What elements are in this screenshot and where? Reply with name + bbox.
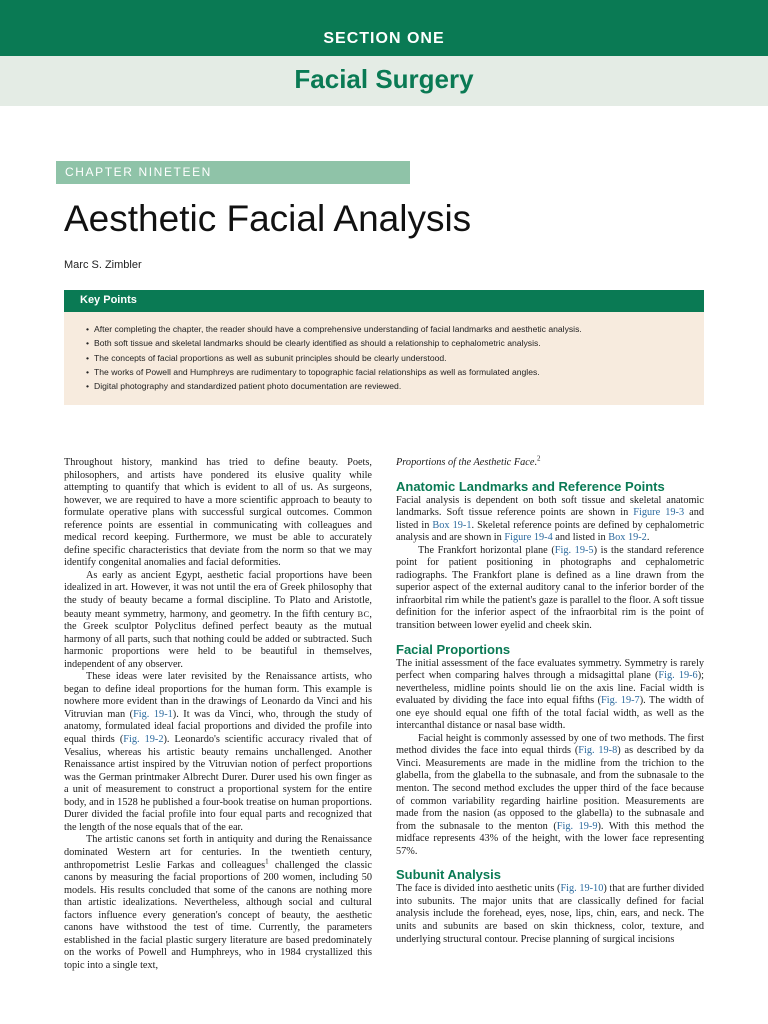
section-label: SECTION ONE <box>323 30 445 47</box>
book-title: Proportions of the Aesthetic Face <box>396 457 535 468</box>
author-name: Marc S. Zimbler <box>64 259 142 271</box>
right-column <box>396 454 705 946</box>
paragraph: The artistic canons set forth in antiquity and during the Renaissance dominated Western art for centuries. In the twentieth century, anthropometrist Leslie Farkas and colleagues$^1$ challenged the classic canons by measuring the facial proportions of 200 women, including 50 models. His results concluded that some of the canons are nothing more than artistic idealizations. Nevertheless, although social and cultural factors influence every generation's concept of beauty, the aesthetic canons have withstood the test of time. Currently, the parameters established in the facial plastic surgery literature are based predominately on the works of Powell and Humphreys, who in 1984 crystallized this topic into a single text, <box>64 834 372 971</box>
paragraph: Proportions of the Aesthetic Face.$^2$ <box>396 454 541 468</box>
paragraph: The initial assessment of the face evaluates symmetry. Symmetry is rarely perfect when comparing halves through a midsagittal plane (Fig. 19-6); nevertheless, midline points should lie on the axis line. Facial width is evaluated by dividing the face into equal fifths (Fig. 19-7). The width of one eye should equal one fifth of the total facial width, as well as the intercanthal distance or nasal base width. <box>396 657 704 732</box>
paragraph: The face is divided into aesthetic units (Fig. 19-10) that are further divided into subunits. The major units that are classically defined for facial analysis include the forehead, eyes, nose, lips, chin, ears, and neck. The units and subunits are based on skin thickness, color, texture, and underlying structural contour. Precise planning of surgical incisions <box>396 883 705 945</box>
chapter-label: CHAPTER NINETEEN <box>65 165 212 179</box>
key-points-header <box>64 290 704 312</box>
key-point-item: • The works of Powell and Humphreys are rudimentary to topographic facial relationships as well as formulated angles. <box>86 365 694 379</box>
key-point-item: • Digital photography and standardized patient photo documentation are reviewed. <box>86 379 694 393</box>
paragraph: Facial height is commonly assessed by one of two methods. The first method divides the face into equal thirds (Fig. 19-8) as described by da Vinci. Measurements are made in the midline from the trichion to the glabella, from the glabella to the subnasale, and from the subnasale to the menton. The second method excludes the upper third of the face because of common variability regarding hairline position. Measurements are made from the nasion (as opposed to the glabella) to the subnasale and from the subnasale to the menton (Fig. 19-9). With this method the midface represents 43% of the height, with the lower face representing 57%. <box>396 732 704 857</box>
figure-link[interactable]: Fig. 19-9 <box>556 820 598 832</box>
heading-anatomic-landmarks: Anatomic Landmarks and Reference Points <box>396 478 665 494</box>
figure-link[interactable]: Figure 19-4 <box>504 532 553 544</box>
figure-link[interactable]: Fig. 19-2 <box>123 734 164 746</box>
heading-facial-proportions: Facial Proportions <box>396 641 511 657</box>
heading-subunit-analysis: Subunit Analysis <box>396 867 501 883</box>
key-point-item: • Both soft tissue and skeletal landmarks should be clearly identified as should a relationship to cephalometric analysis. <box>86 336 694 350</box>
chapter-title: Aesthetic Facial Analysis <box>64 198 472 239</box>
figure-link[interactable]: Fig. 19-6 <box>658 670 698 682</box>
key-point-item: • The concepts of facial proportions as well as subunit principles should be clearly understood. <box>86 351 694 365</box>
key-points-list <box>86 322 694 393</box>
paragraph: Facial analysis is dependent on both soft tissue and skeletal anatomic landmarks. Soft tissue reference points are shown in Figure 19-3 and listed in Box 19-1. Skeletal reference points are defined by cephalometric analysis and are shown in Figure 19-4 and listed in Box 19-2. <box>396 494 704 544</box>
figure-link[interactable]: Fig. 19-10 <box>560 883 604 895</box>
key-point-item: • After completing the chapter, the reader should have a comprehensive understanding of facial landmarks and aesthetic analysis. <box>86 322 694 336</box>
figure-link[interactable]: Figure 19-3 <box>633 507 685 519</box>
box-link[interactable]: Box 19-1 <box>432 519 472 531</box>
figure-link[interactable]: Fig. 19-7 <box>601 695 640 707</box>
paragraph: As early as ancient Egypt, aesthetic facial proportions have been idealized in art. However, it was not until the era of Greek philosophy that the study of beauty became a formal discipline. To Plato and Aristotle, beauty meant symmetry, harmony, and geometry. In the fifth century BC, the Greek sculptor Polyclitus defined perfect beauty as the mutual harmony of all parts, such that nothing could be added or subtracted. Such harmonic proportions were held to be beautiful in themselves, independent of any observer. <box>64 569 372 670</box>
paragraph: Throughout history, mankind has tried to define beauty. Poets, philosophers, and artists have pondered its elusive quality while attempting to quantify that which is evident to all of us. As surgeons, however, we are required to have a more scientific approach to beauty to formulate operative plans with successful surgical outcomes. Common reference points are essential in communicating with colleagues and medical record keeping. Furthermore, we must be able to accurately define specific characteristics that deviate from the norm so that we may identify congenital anomalies and facial deformities. <box>64 457 372 569</box>
key-points-heading: Key Points <box>80 294 137 306</box>
figure-link[interactable]: Fig. 19-8 <box>578 745 618 757</box>
figure-link[interactable]: Fig. 19-5 <box>554 544 594 556</box>
citation-marker: 2 <box>537 454 541 463</box>
paragraph: The Frankfort horizontal plane (Fig. 19-5) is the standard reference point for patient positioning in photographs and cephalometric radiographs. The Frankfort plane is defined as a line drawn from the superior aspect of the external auditory canal to the inferior border of the infraorbital rim while the patient's gaze is parallel to the floor. A soft tissue definition for the inferior aspect of the infraorbital rim is the point of transition between lower eyelid and cheek skin. <box>396 544 705 632</box>
figure-link[interactable]: Fig. 19-1 <box>133 708 173 720</box>
era-abbreviation: BC <box>357 608 370 619</box>
paragraph: These ideas were later revisited by the Renaissance artists, who began to define ideal proportions for the human form. This example is nowhere more evident than in the drawings of Leonardo da Vinci and his Vitruvian man (Fig. 19-1). It was da Vinci, who, through the study of anatomy, formulated ideal facial proportions and divided the profile into equal thirds (Fig. 19-2). Leonardo's scientific accuracy rivaled that of Vesalius, whereas his artistic beauty remains unchallenged. Another Renaissance artist inspired by the Vitruvian notion of perfect proportions was the German printmaker Albrecht Durer. Durer used his own finger as a unit of measurement to construct a proportional system for the entire body, and in 1528 he published a four-book treatise on human proportions. Durer divided the facial profile into four equal parts and recognized that the length of the nose equals that of the ear. <box>64 671 372 833</box>
section-title: Facial Surgery <box>294 64 474 94</box>
left-column <box>64 457 372 972</box>
citation-marker: 1 <box>265 857 269 866</box>
box-link[interactable]: Box 19-2 <box>608 532 647 544</box>
